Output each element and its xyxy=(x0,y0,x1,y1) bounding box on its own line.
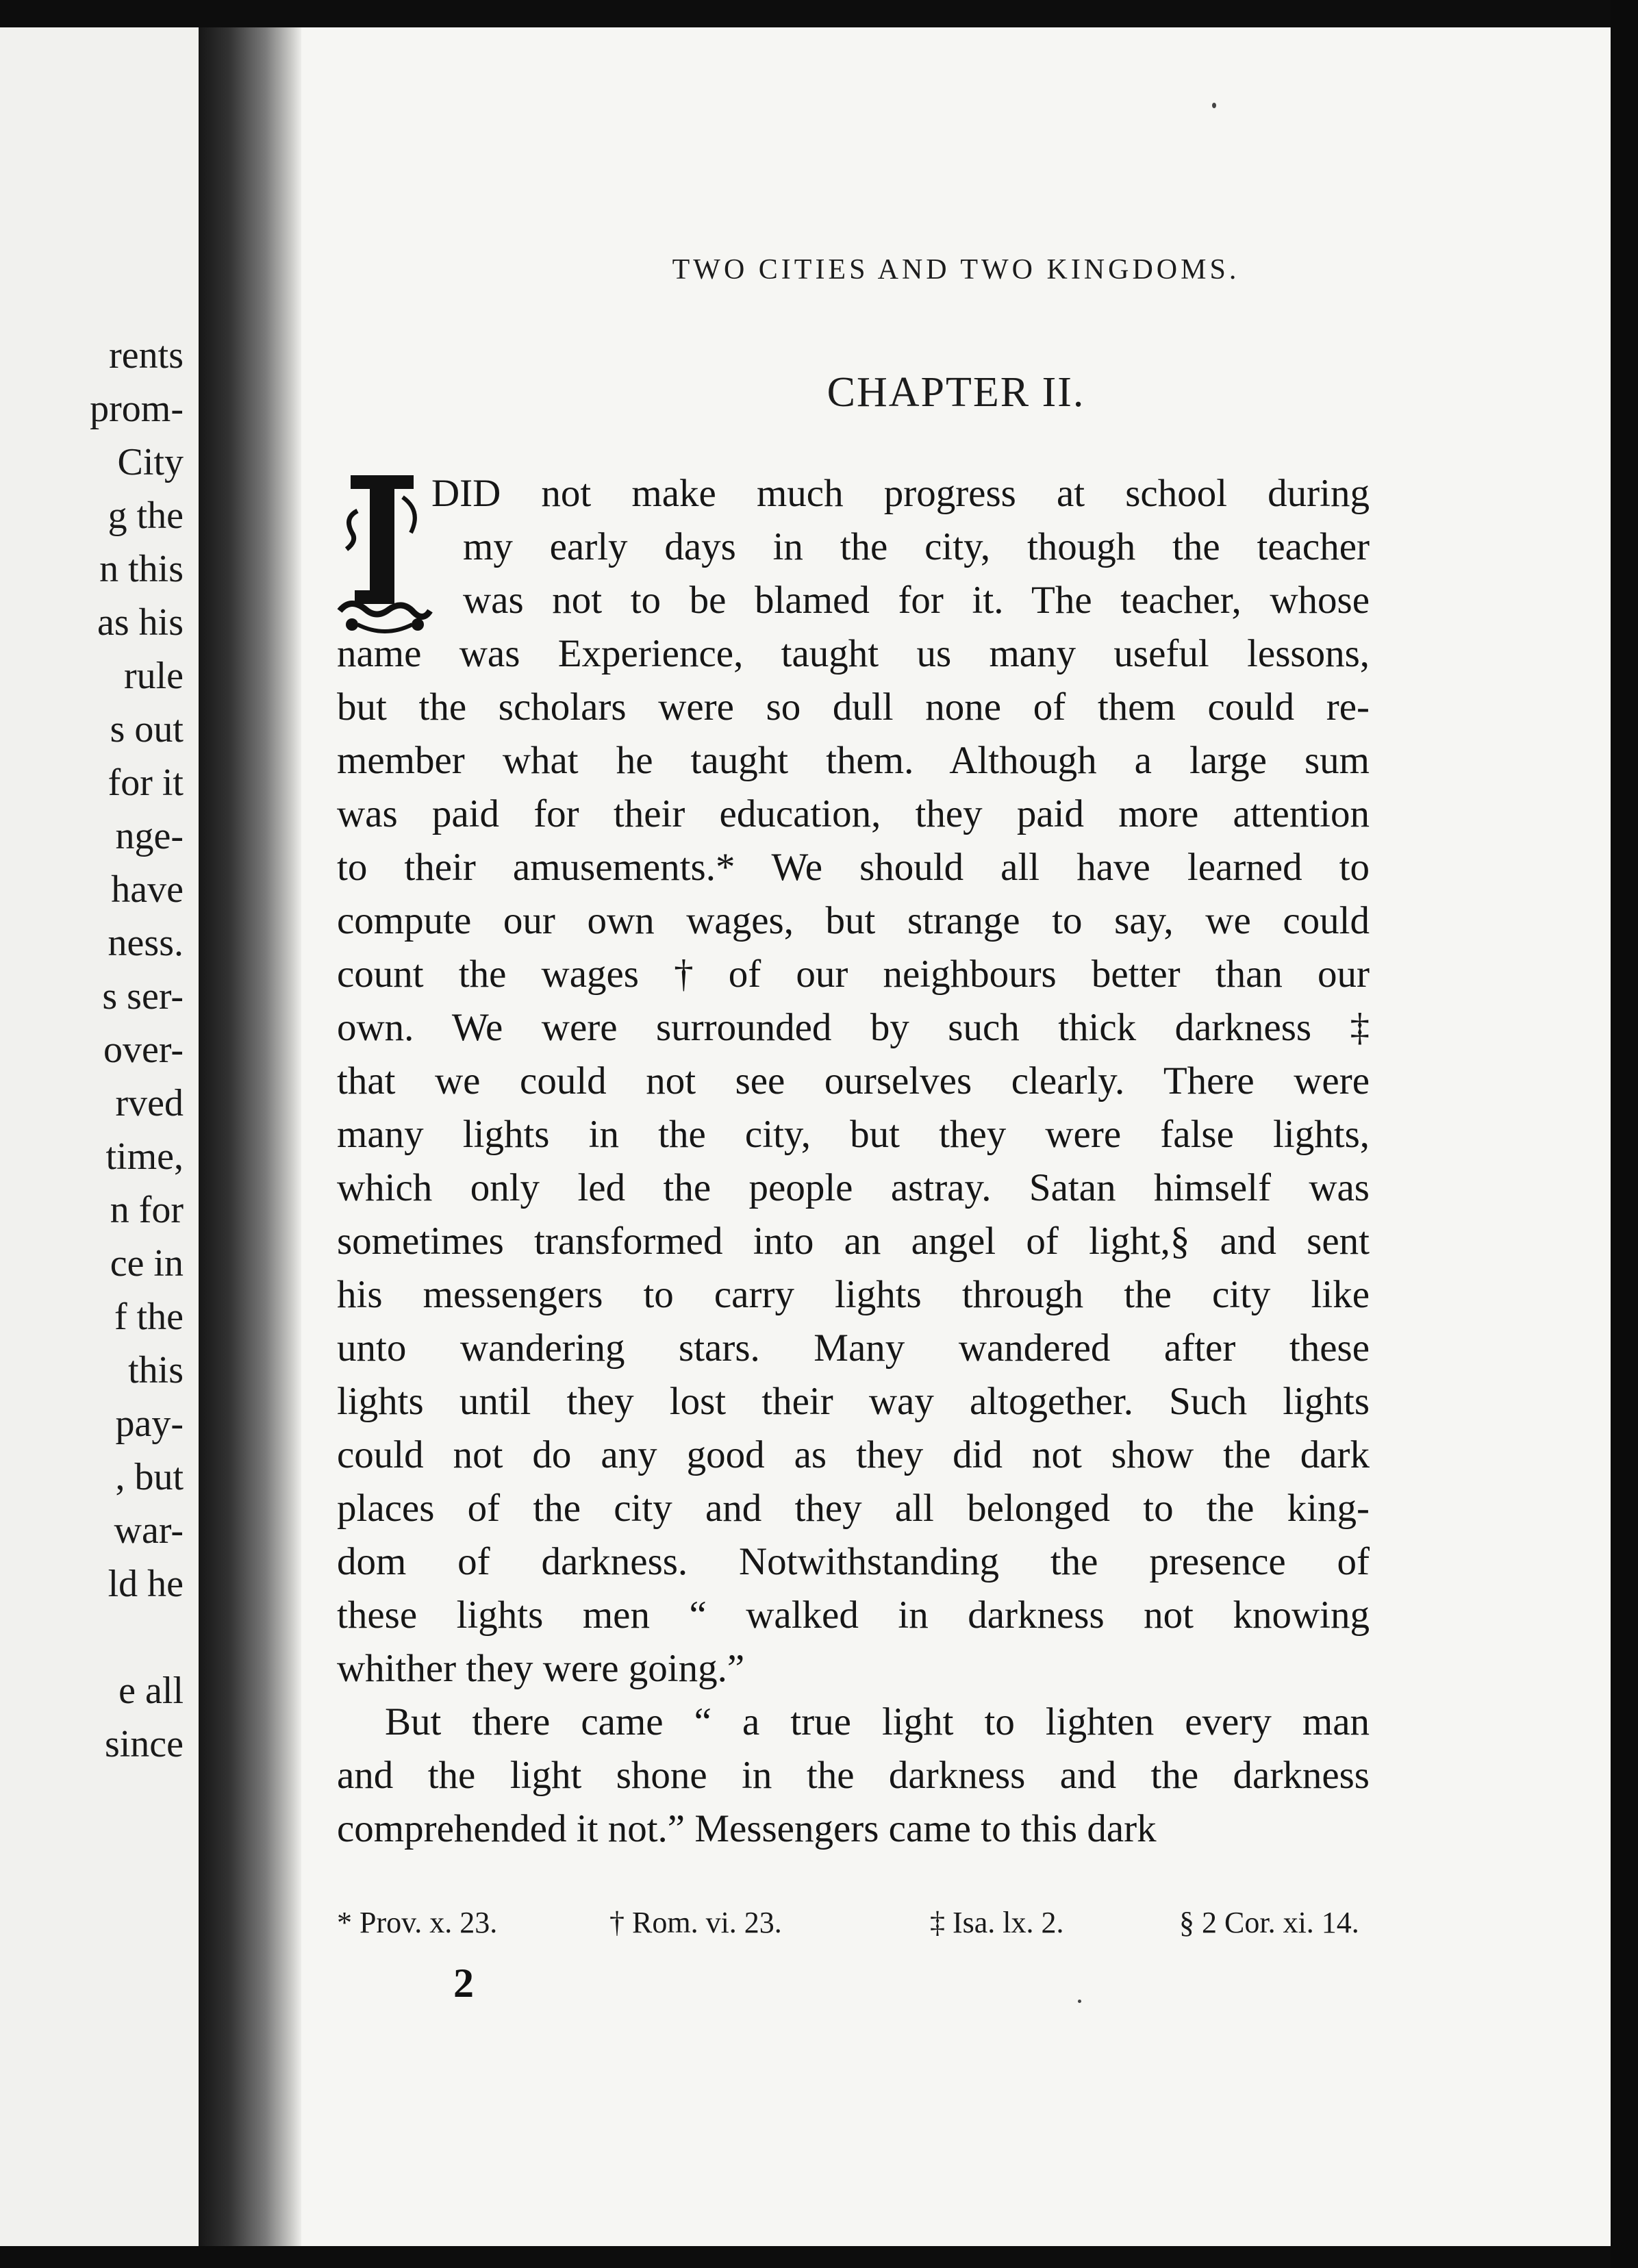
footnote-3: ‡ Isa. lx. 2. xyxy=(930,1906,1064,1939)
left-page-line: nge- xyxy=(115,815,184,857)
text-line: count the wages † of our neighbours better than our xyxy=(337,953,1370,996)
left-page-line: s ser- xyxy=(102,975,184,1018)
text-line: dom of darkness. Notwithstanding the presence of xyxy=(337,1540,1370,1583)
left-page-line: g the xyxy=(108,494,184,537)
text-line: to their amusements.* We should all have learned to xyxy=(337,846,1370,889)
page-number: 2 xyxy=(453,1961,474,2006)
text-line: comprehended it not.” Messengers came to this dark xyxy=(337,1807,1157,1850)
text-line: compute our own wages, but strange to say, we could xyxy=(337,899,1370,942)
left-page-line: , but xyxy=(115,1456,184,1498)
left-page-line: over- xyxy=(103,1029,184,1071)
left-page-line: pay- xyxy=(115,1402,184,1445)
scan-border xyxy=(1611,0,1638,2268)
text-line: own. We were surrounded by such thick darkness ‡ xyxy=(337,1006,1370,1049)
footnote-4: § 2 Cor. xi. 14. xyxy=(1179,1906,1359,1939)
left-page-line: prom- xyxy=(90,388,184,430)
text-line: lights until they lost their way altogether. Such lights xyxy=(337,1380,1370,1423)
left-page-line: f the xyxy=(114,1296,184,1338)
left-page-line: e all xyxy=(118,1670,184,1712)
text-line: but the scholars were so dull none of them could re- xyxy=(337,685,1370,729)
text-line: which only led the people astray. Satan himself was xyxy=(337,1166,1370,1209)
left-page-line: s out xyxy=(110,708,184,751)
left-page-line: have xyxy=(111,868,184,911)
text-line: these lights men “ walked in darkness not knowing xyxy=(337,1593,1370,1637)
footnotes xyxy=(337,1905,1364,1946)
left-page-line: ld he xyxy=(108,1563,184,1605)
main-page xyxy=(301,27,1611,2246)
left-page-line: as his xyxy=(97,601,184,644)
paper-speck xyxy=(1212,103,1216,108)
left-page-line: n for xyxy=(110,1189,184,1231)
left-page-line: City xyxy=(117,441,184,483)
left-page-line: ce in xyxy=(110,1242,184,1285)
left-page-line: war- xyxy=(114,1509,184,1552)
text-line: But there came “ a true light to lighten every man xyxy=(385,1700,1370,1743)
left-page-line: rved xyxy=(115,1082,184,1124)
text-line: my early days in the city, though the teacher xyxy=(463,525,1370,568)
footnote-2: † Rom. vi. 23. xyxy=(609,1906,782,1939)
paper-speck xyxy=(1078,2000,1081,2003)
text-line: was paid for their education, they paid more attention xyxy=(337,792,1370,835)
left-page-edge xyxy=(0,27,199,2246)
left-page-line: this xyxy=(128,1349,184,1391)
left-page-line: rents xyxy=(109,334,184,377)
chapter-title: CHAPTER II. xyxy=(827,369,1085,416)
text-line: places of the city and they all belonged to the king- xyxy=(337,1487,1370,1530)
book-gutter-shadow xyxy=(199,27,301,2246)
text-line: name was Experience, taught us many useful lessons, xyxy=(337,632,1370,675)
left-page-line: ness. xyxy=(108,922,184,964)
footnote-1: * Prov. x. 23. xyxy=(337,1906,498,1939)
running-head: TWO CITIES AND TWO KINGDOMS. xyxy=(672,254,1240,286)
text-line: DID not make much progress at school during xyxy=(431,472,1370,515)
text-line: his messengers to carry lights through the city like xyxy=(337,1273,1370,1316)
text-line: and the light shone in the darkness and the darkness xyxy=(337,1754,1370,1797)
text-line: many lights in the city, but they were false lights, xyxy=(337,1113,1370,1156)
text-line: sometimes transformed into an angel of light,§ and sent xyxy=(337,1220,1370,1263)
text-line: whither they were going.” xyxy=(337,1647,745,1690)
text-line: member what he taught them. Although a large sum xyxy=(337,739,1370,782)
text-line: was not to be blamed for it. The teacher, whose xyxy=(463,579,1370,622)
left-page-line: since xyxy=(104,1723,184,1765)
text-line: could not do any good as they did not show the dark xyxy=(337,1433,1370,1476)
text-line: unto wandering stars. Many wandered after these xyxy=(337,1326,1370,1370)
left-page-line: rule xyxy=(123,655,184,697)
ornamental-initial-i-icon xyxy=(337,470,433,634)
left-page-line: n this xyxy=(99,548,184,590)
left-page-line: time, xyxy=(105,1135,184,1178)
text-line: that we could not see ourselves clearly. There were xyxy=(337,1059,1370,1102)
left-page-line: for it xyxy=(108,761,184,804)
